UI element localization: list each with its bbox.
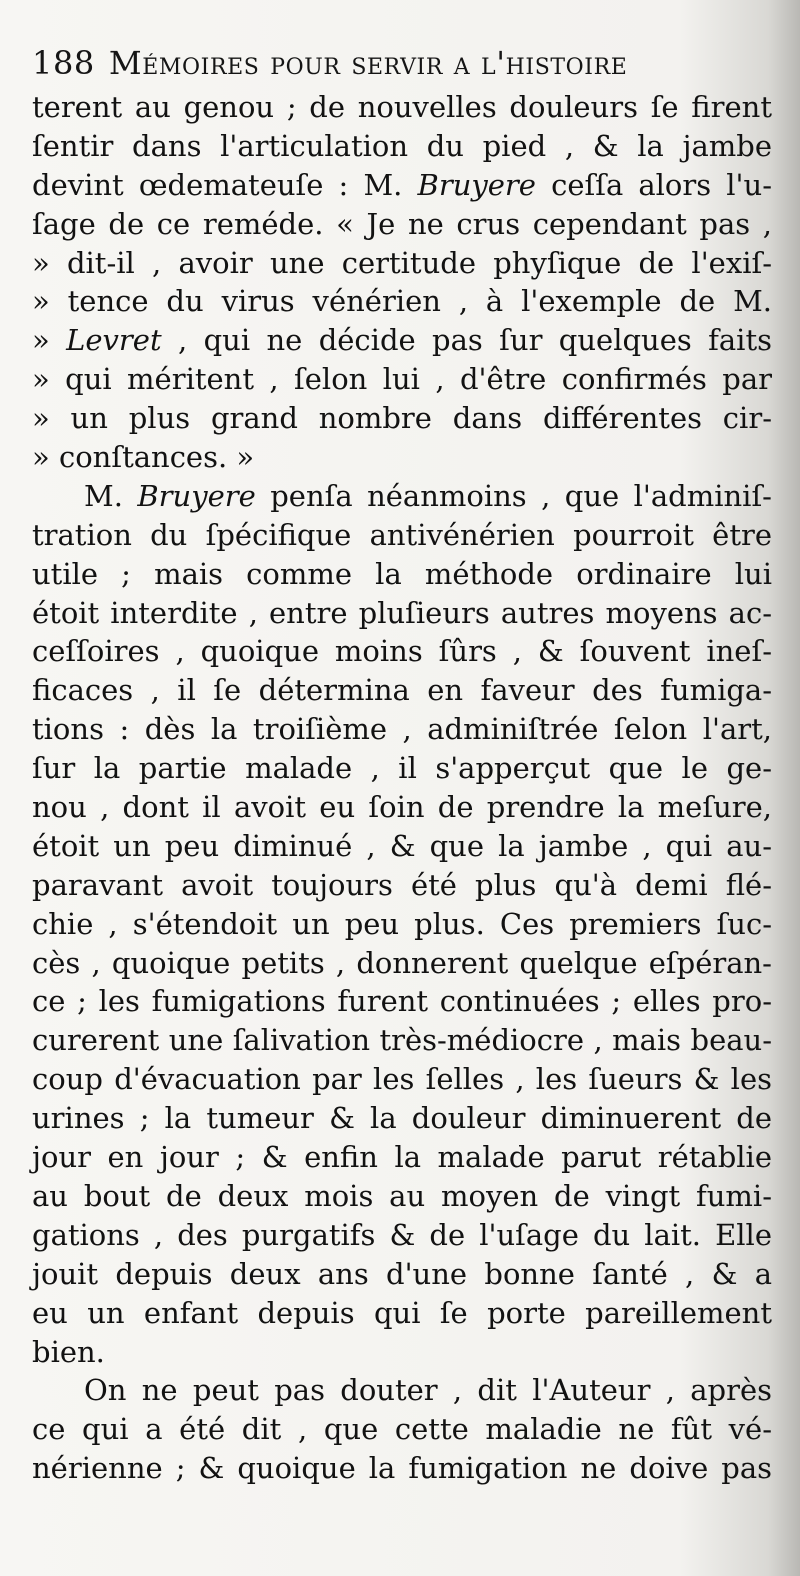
text-line: ſentir dans l'articulation du pied , & la jambe [32, 128, 772, 163]
page-number: 188 [32, 44, 95, 82]
text-line: terent au genou ; de nouvelles douleurs ſe firent [32, 90, 772, 124]
text-line: utile ; mais comme la méthode ordinaire lui [32, 556, 772, 591]
text-line: étoit un peu diminué , & que la jambe , qui au- [32, 828, 772, 863]
body-text [32, 88, 772, 1488]
text-line: » conſtances. » [32, 440, 255, 475]
paragraph-start-line: M. Bruyere penſa néanmoins , que l'adminiſ- [84, 478, 772, 513]
person-name: Bruyere [137, 478, 256, 513]
text-line: étoit interdite , entre pluſieurs autres moyens ac- [32, 595, 772, 630]
text-line: ficaces , il ſe détermina en faveur des fumiga- [32, 673, 772, 708]
text-line: ce qui a été dit , que cette maladie ne fût vé- [32, 1412, 772, 1447]
text-line: curerent une ſalivation très-médiocre , mais beau- [32, 1023, 772, 1058]
text-line: chie , s'étendoit un peu plus. Ces premiers ſuc- [32, 906, 772, 941]
text-line: bien. [32, 1334, 105, 1369]
text-line: ceſſoires , quoique moins ſûrs , & ſouvent ineſ- [32, 634, 772, 669]
text-line: coup d'évacuation par les ſelles , les ſueurs & les [32, 1062, 772, 1097]
text-line: » un plus grand nombre dans différentes cir- [32, 401, 772, 436]
text-line: jour en jour ; & enfin la malade parut rétablie [32, 1140, 772, 1175]
text-line: tration du ſpécifique antivénérien pourroit être [32, 517, 772, 552]
text-line: ſage de ce reméde. « Je ne crus cependant pas , [32, 206, 772, 241]
text-line: » Levret , qui ne décide pas ſur quelques faits [32, 323, 772, 358]
text-line: » tence du virus vénérien , à l'exemple de M. [32, 284, 772, 319]
text-line: cès , quoique petits , donnerent quelque eſpéran- [32, 945, 772, 980]
person-name: Bruyere [417, 167, 536, 202]
text-line: ſur la partie malade , il s'apperçut que le ge- [32, 751, 772, 786]
text-line: nou , dont il avoit eu ſoin de prendre la meſure, [32, 790, 772, 825]
text-line: urines ; la tumeur & la douleur diminuerent de [32, 1101, 772, 1136]
text-line: tions : dès la troiſième , adminiſtrée ſelon l'art, [32, 712, 772, 747]
text-line: jouit depuis deux ans d'une bonne ſanté , & a [32, 1256, 772, 1291]
person-name: Levret [66, 323, 162, 358]
text-line: paravant avoit toujours été plus qu'à demi flé- [32, 867, 772, 902]
text-line: nérienne ; & quoique la fumigation ne doive pas [32, 1451, 772, 1486]
text-line: » qui méritent , ſelon lui , d'être confirmés par [32, 362, 772, 397]
running-head [32, 44, 752, 82]
text-line: devint œdemateuſe : M. Bruyere ceſſa alors l'u- [32, 167, 772, 202]
text-line: » dit-il , avoir une certitude phyſique de l'exiſ- [32, 245, 772, 280]
running-head-title: Mémoires pour servir a l'histoire [108, 44, 628, 82]
text-line: eu un enfant depuis qui ſe porte pareillement [32, 1295, 772, 1330]
text-line: au bout de deux mois au moyen de vingt fumi- [32, 1178, 772, 1213]
text-line: ce ; les fumigations furent continuées ; elles pro- [32, 984, 772, 1019]
paragraph-start-line: On ne peut pas douter , dit l'Auteur , après [84, 1373, 772, 1408]
text-line: gations , des purgatifs & de l'uſage du lait. Elle [32, 1217, 772, 1252]
